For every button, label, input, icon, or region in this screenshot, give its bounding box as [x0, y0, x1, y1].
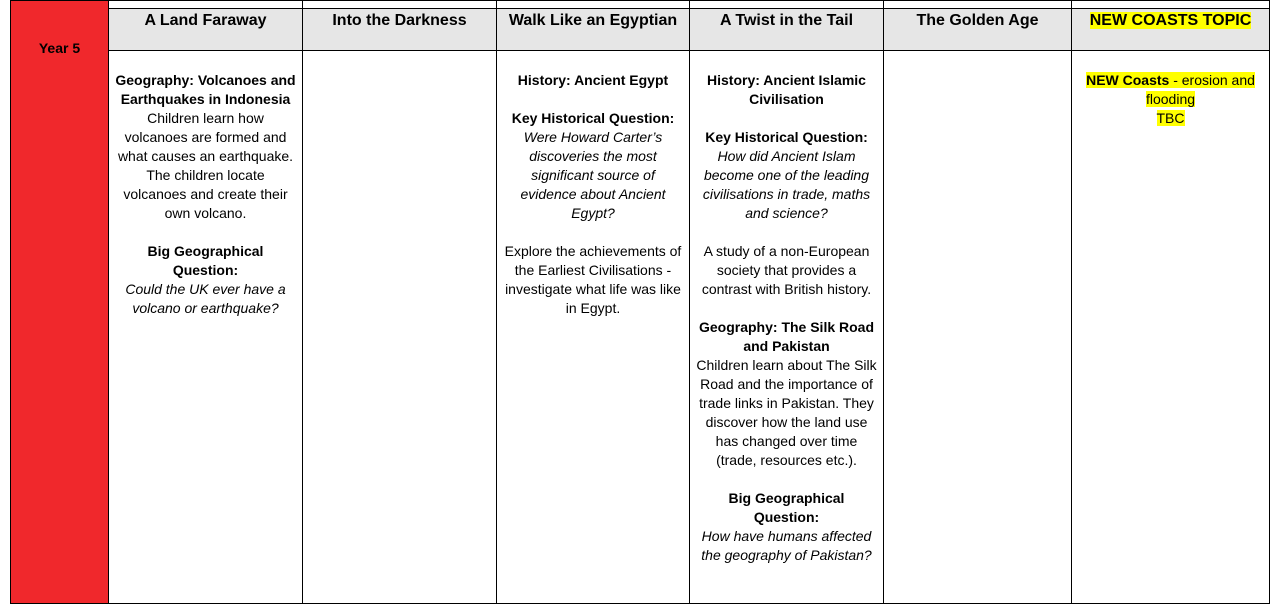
col6-line [1078, 71, 1263, 109]
content-cell-2 [303, 51, 497, 604]
col4-text: A study of a non-European society that provides a contrast with British history. [701, 243, 872, 297]
col6-tbc: TBC [1156, 110, 1185, 126]
col1-heading: Geography: Volcanoes and Earthquakes in Indonesia [115, 72, 296, 107]
content-cell-1 [109, 51, 303, 604]
content-cell-6 [1072, 51, 1270, 604]
year-label: Year 5 [38, 40, 81, 56]
topic-content-row [11, 51, 1270, 604]
col3-question-label: Key Historical Question: [511, 110, 675, 126]
topic-header-2: Into the Darkness [303, 9, 497, 51]
col6-rest: - erosion and flooding [1145, 72, 1255, 107]
col3-heading: History: Ancient Egypt [517, 72, 669, 88]
curriculum-table [10, 0, 1270, 604]
col1-text: Children learn how volcanoes are formed and what causes an earthquake. The children locate volcanoes and create their own volcano. [117, 110, 294, 221]
content-cell-5 [884, 51, 1072, 604]
col3-text: Explore the achievements of the Earliest Civilisations - investigate what life was like in Egypt. [504, 243, 682, 316]
col4-geo-text: Children learn about The Silk Road and the importance of trade links in Pakistan. They discover how the land use has changed over time (trade, resources etc.). [696, 357, 877, 468]
col3-question: Were Howard Carter’s discoveries the most significant source of evidence about Ancient Egypt? [520, 129, 666, 221]
content-cell-4 [690, 51, 884, 604]
topic-header-row [11, 9, 1270, 51]
col4-geo-question-label: Big Geographical Question: [728, 490, 845, 525]
year-cell [11, 1, 109, 604]
col1-question-label: Big Geographical Question: [147, 243, 264, 278]
col1-question: Could the UK ever have a volcano or earthquake? [125, 281, 286, 316]
topic-header-3: Walk Like an Egyptian [497, 9, 690, 51]
topic-header-1: A Land Faraway [109, 9, 303, 51]
content-cell-3 [497, 51, 690, 604]
topic-header-6 [1072, 9, 1270, 51]
topic-header-4: A Twist in the Tail [690, 9, 884, 51]
col4-question: How did Ancient Islam become one of the leading civilisations in trade, maths and science? [702, 148, 871, 221]
col4-question-label: Key Historical Question: [705, 129, 868, 145]
col6-bold: NEW Coasts [1086, 72, 1170, 88]
topic-header-5: The Golden Age [884, 9, 1072, 51]
col4-heading: History: Ancient Islamic Civilisation [707, 72, 866, 107]
col4-geo-heading: Geography: The Silk Road and Pakistan [698, 319, 875, 354]
new-coasts-highlight: NEW COASTS TOPIC [1089, 12, 1252, 29]
col4-geo-question: How have humans affected the geography of Pakistan? [701, 528, 872, 563]
top-strip-row [11, 1, 1270, 9]
